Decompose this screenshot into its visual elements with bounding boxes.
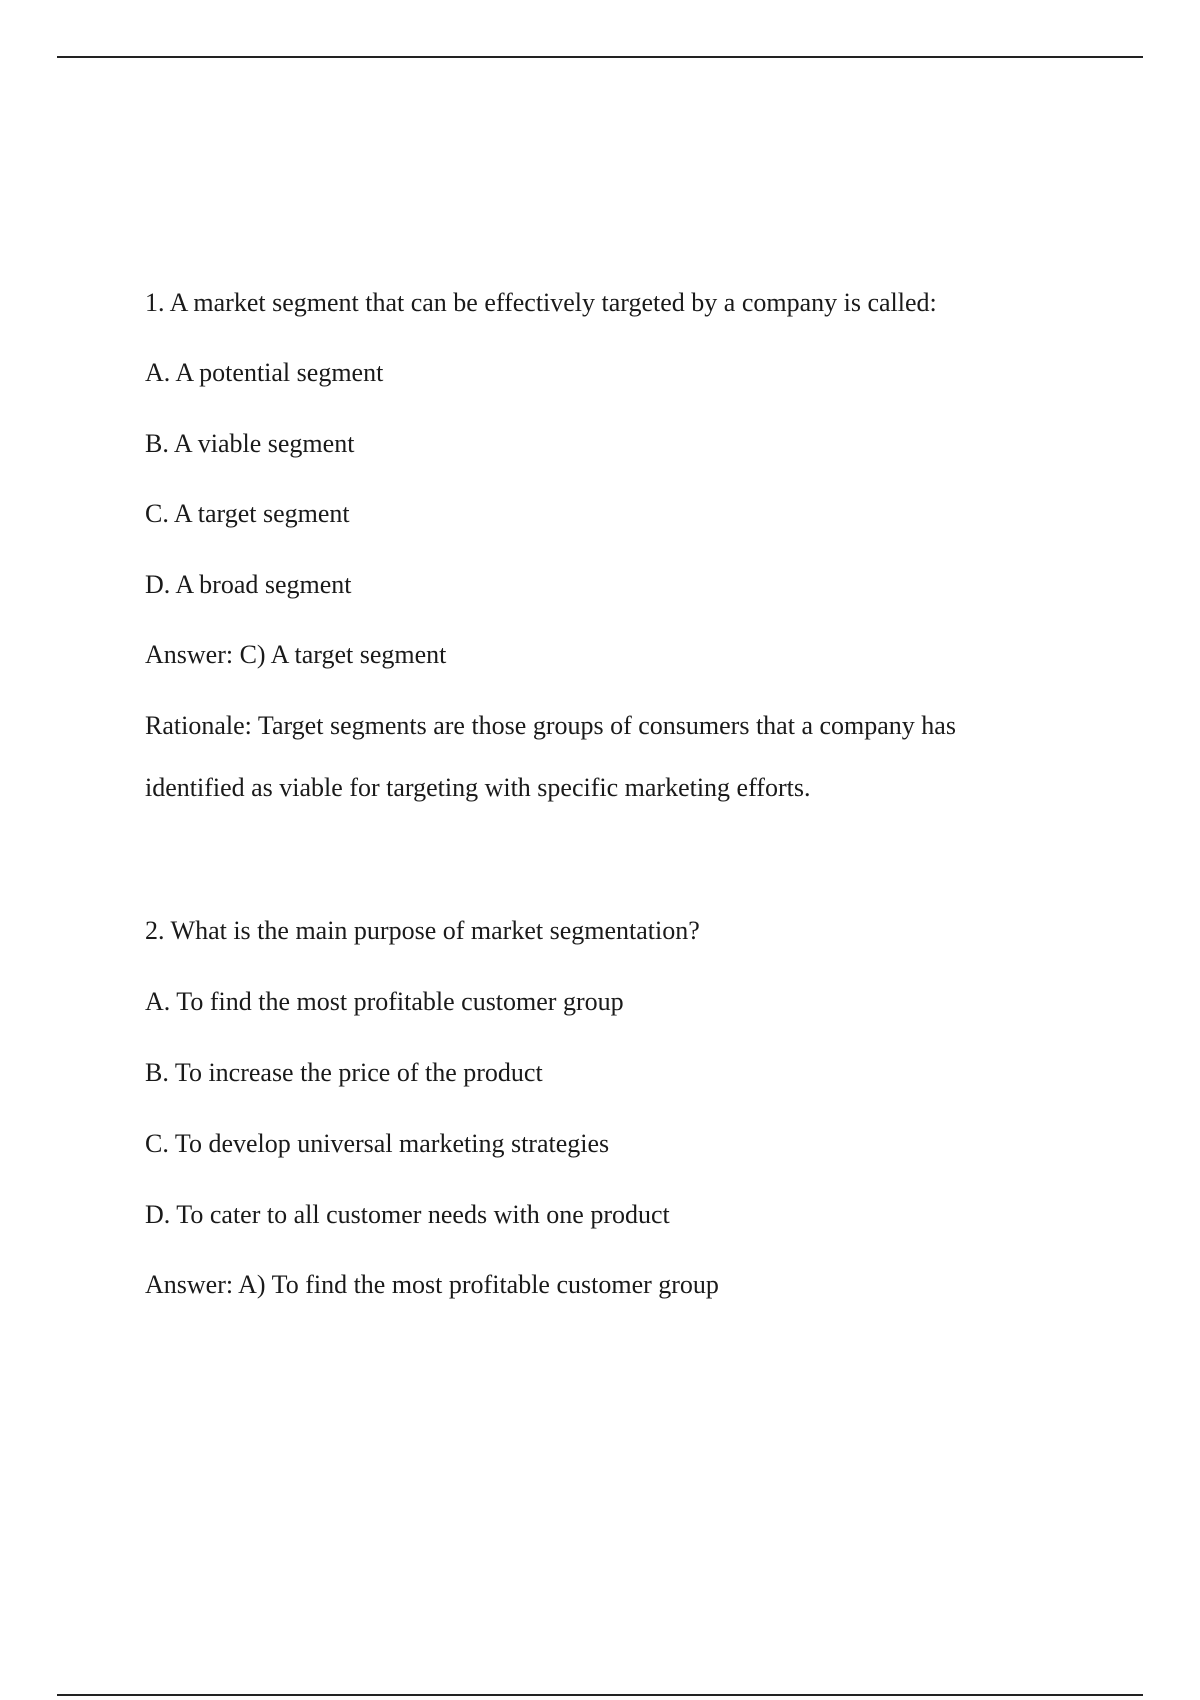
question-2-option-b: B. To increase the price of the product (145, 1058, 543, 1087)
question-2-option-c: C. To develop universal marketing strategies (145, 1129, 610, 1158)
question-1-answer: Answer: C) A target segment (145, 640, 447, 669)
question-2-option-d: D. To cater to all customer needs with one product (145, 1200, 670, 1229)
question-2-answer: Answer: A) To find the most profitable customer group (145, 1270, 719, 1299)
question-2-text: 2. What is the main purpose of market segmentation? (145, 916, 700, 945)
question-2-option-a: A. To find the most profitable customer group (145, 987, 624, 1016)
question-1-option-d: D. A broad segment (145, 570, 352, 599)
footer-rule (57, 1694, 1143, 1696)
header-rule (57, 56, 1143, 58)
question-1-option-b: B. A viable segment (145, 429, 355, 458)
question-1-text: 1. A market segment that can be effectively targeted by a company is called: (145, 288, 937, 317)
question-1-option-a: A. A potential segment (145, 358, 384, 387)
question-1-rationale-line-1: Rationale: Target segments are those groups of consumers that a company has (145, 711, 956, 740)
question-1-option-c: C. A target segment (145, 499, 350, 528)
question-1-rationale-line-2: identified as viable for targeting with specific marketing efforts. (145, 773, 811, 802)
